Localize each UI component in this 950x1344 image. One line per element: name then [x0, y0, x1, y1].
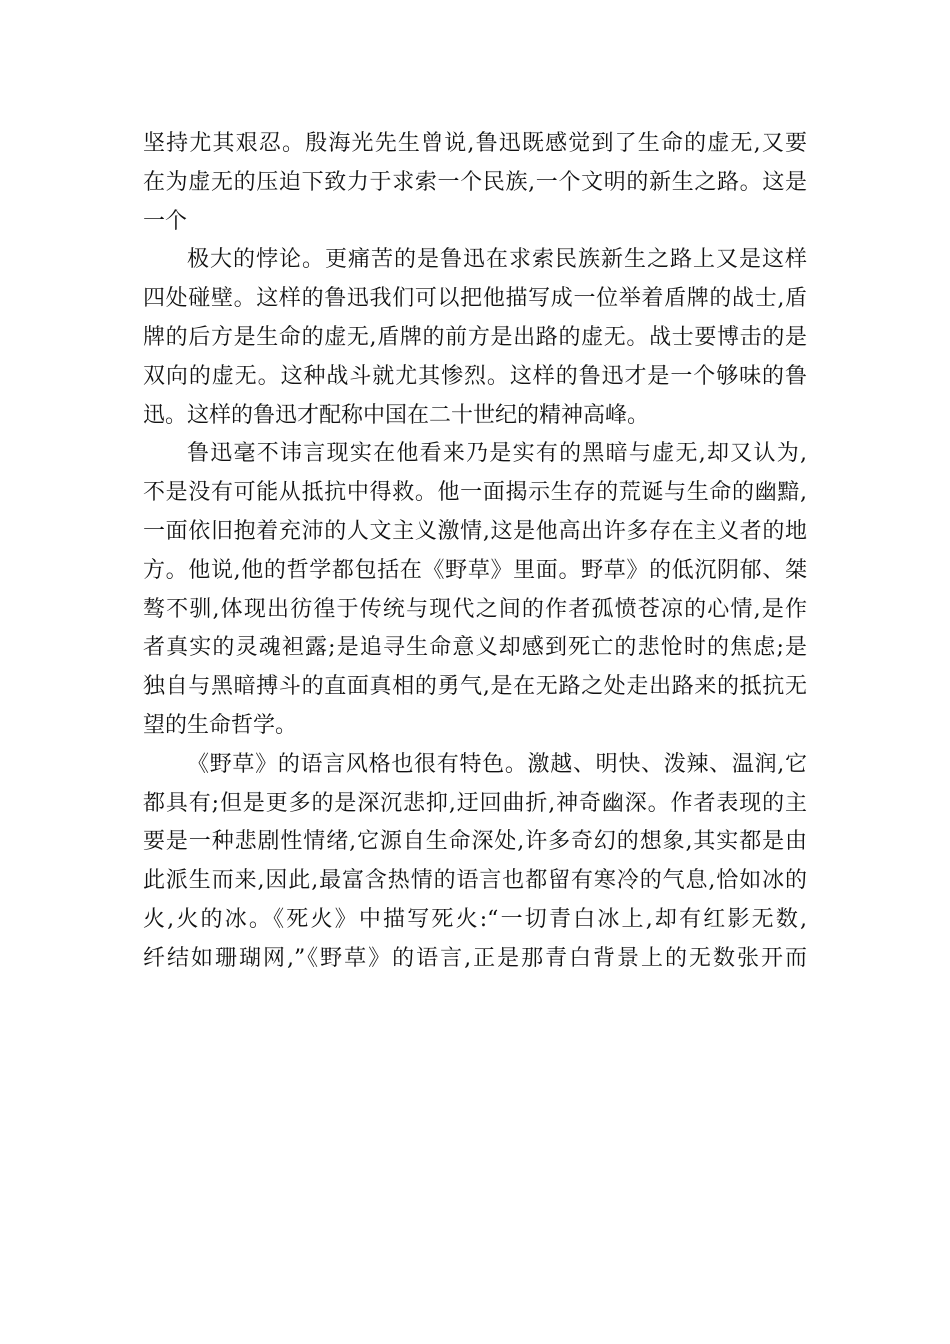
text-line: 四处碰壁。这样的鲁迅我们可以把他描写成一位举着盾牌的战士,盾	[143, 286, 807, 312]
text-line: 要是一种悲剧性情绪,它源自生命深处,许多奇幻的想象,其实都是由	[143, 829, 807, 855]
text-line: 此派生而来,因此,最富含热情的语言也都留有寒冷的气息,恰如冰的	[143, 868, 807, 894]
text-line: 双向的虚无。这种战斗就尤其惨烈。这样的鲁迅才是一个够味的鲁	[143, 363, 807, 389]
text-line: 纤结如珊瑚网,”《野草》的语言,正是那青白背景上的无数张开而	[143, 945, 807, 971]
text-line: 坚持尤其艰忍。殷海光先生曾说,鲁迅既感觉到了生命的虚无,又要	[143, 131, 807, 156]
text-line: 望的生命哲学。	[143, 712, 298, 738]
text-line: 一个	[143, 208, 188, 234]
text-line: 在为虚无的压迫下致力于求索一个民族,一个文明的新生之路。这是	[143, 169, 807, 195]
text-line: 者真实的灵魂袒露;是追寻生命意义却感到死亡的悲怆时的焦虑;是	[143, 635, 807, 661]
text-line: 独自与黑暗搏斗的直面真相的勇气,是在无路之处走出路来的抵抗无	[143, 674, 807, 700]
text-line: 方。他说,他的哲学都包括在《野草》里面。野草》的低沉阴郁、桀	[143, 557, 807, 583]
text-line: 火,火的冰。《死火》中描写死火:“一切青白冰上,却有红影无数,	[143, 906, 808, 932]
text-line: 骜不驯,体现出彷徨于传统与现代之间的作者孤愤苍凉的心情,是作	[143, 596, 807, 622]
text-line: 一面依旧抱着充沛的人文主义激情,这是他高出许多存在主义者的地	[143, 518, 807, 544]
text-line: 牌的后方是生命的虚无,盾牌的前方是出路的虚无。战士要博击的是	[143, 324, 807, 350]
text-line: 不是没有可能从抵抗中得救。他一面揭示生存的荒诞与生命的幽黯,	[143, 480, 807, 506]
document-body	[143, 125, 807, 979]
text-line: 鲁迅毫不讳言现实在他看来乃是实有的黑暗与虚无,却又认为,	[187, 441, 807, 467]
text-line: 迅。这样的鲁迅才配称中国在二十世纪的精神高峰。	[143, 402, 650, 428]
text-line: 极大的悖论。更痛苦的是鲁迅在求索民族新生之路上又是这样	[187, 247, 807, 273]
text-line: 都具有;但是更多的是深沉悲抑,迂回曲折,神奇幽深。作者表现的主	[143, 790, 807, 816]
text-line: 《野草》的语言风格也很有特色。激越、明快、泼辣、温润,它	[187, 751, 807, 777]
